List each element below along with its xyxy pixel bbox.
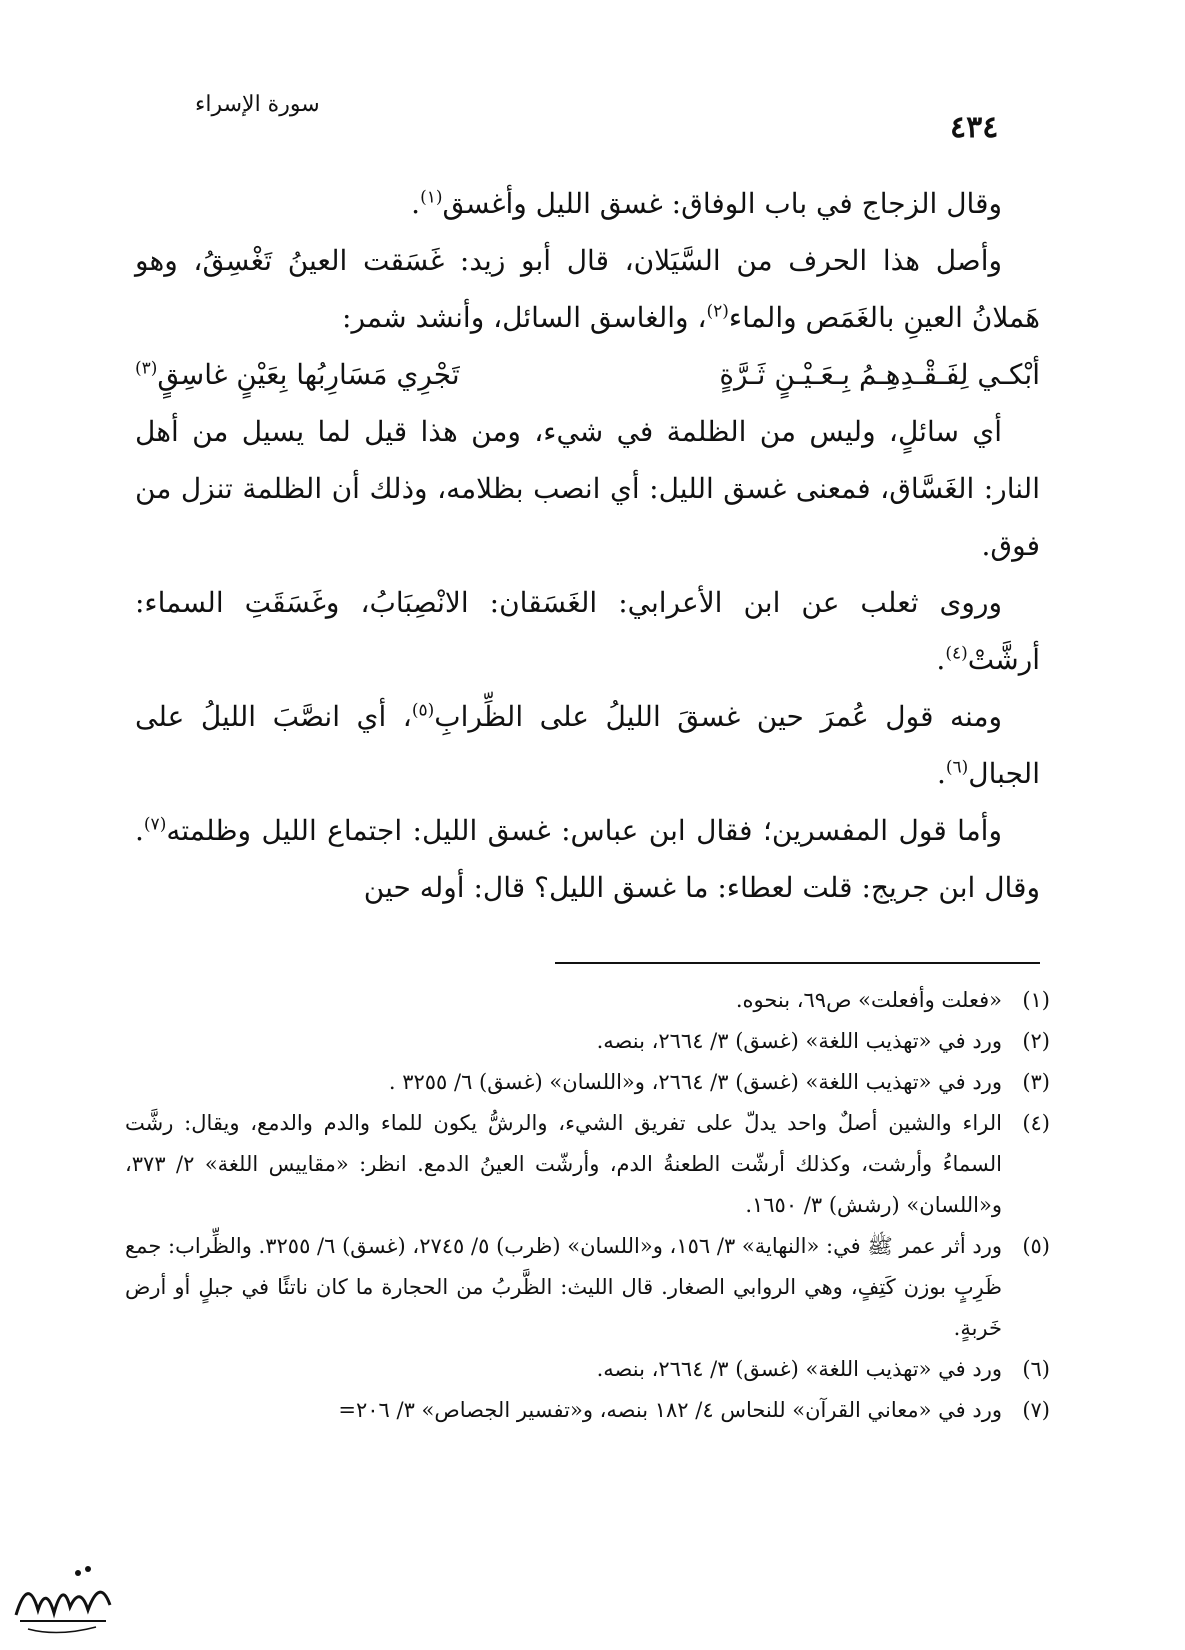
- paragraph-3: أي سائلٍ، وليس من الظلمة في شيء، ومن هذا قيل لما يسيل من أهل النار: الغَسَّاق، فمعنى غسق الليل: أي انصب بظلامه، وذلك أن الظلمة تنزل من فوق.: [135, 415, 1040, 562]
- footnote-ref-3: (٣): [135, 358, 158, 379]
- paragraph-text: ، والغاسق السائل، وأنشد شمر:: [342, 301, 707, 334]
- verse-hemistich-2: [135, 346, 460, 403]
- footnote-ref-6: (٦): [945, 757, 969, 778]
- footnote-number: (٤): [1022, 1111, 1050, 1135]
- footnote-text: ورد أثر عمر ﷺ في: «النهاية» ٣/ ١٥٦، و«اللسان» (ظرب) ٥/ ٢٧٤٥، (غسق) ٦/ ٣٢٥٥. والظِّراب: جمع ظَرِبٍ بوزن كَتِفٍ، وهي الروابي الصغار. قال الليث: الظَّربُ من الحجارة ما كان ناتئًا في جبلٍ أو أرض خَربةٍ.: [125, 1234, 1002, 1340]
- paragraph-text: وأما قول المفسرين؛ فقال ابن عباس: غسق الليل: اجتماع الليل وظلمته: [166, 814, 1002, 847]
- footnote-text: ورد في «تهذيب اللغة» (غسق) ٣/ ٢٦٦٤، بنصه.: [596, 1357, 1002, 1381]
- poetry-verse: [135, 346, 1040, 403]
- main-text: [135, 175, 1040, 916]
- paragraph-text: ، أي انصَّبَ الليلُ على الجبال: [135, 700, 1040, 790]
- page-number: ٤٣٤: [950, 110, 999, 145]
- paragraph-text: وروى ثعلب عن ابن الأعرابي: الغَسَقان: الانْصِبَابُ، وغَسَقَتِ السماء: أرشَّتْ: [135, 586, 1040, 676]
- footnote-ref-1: (١): [420, 187, 443, 208]
- punctuation: .: [411, 187, 421, 220]
- footnote-number: (١): [1022, 988, 1050, 1012]
- footnote-ref-2: (٢): [706, 301, 729, 322]
- paragraph-text: وأصل هذا الحرف من السَّيَلان، قال أبو زيد: غَسَقت العينُ تَغْسِقُ، وهو هَملانُ العينِ بالغَمَص والماء: [135, 244, 1040, 334]
- footnote-ref-4: (٤): [945, 643, 968, 664]
- verse-text: تَجْرِي مَسَارِبُها بِعَيْنٍ غاسِقٍ: [157, 358, 460, 391]
- footnote-text: ورد في «معاني القرآن» للنحاس ٤/ ١٨٢ بنصه، و«تفسير الجصاص» ٣/ ٢٠٦=: [338, 1398, 1002, 1422]
- footnote-number: (٧): [1022, 1398, 1050, 1422]
- punctuation: .: [936, 643, 946, 676]
- paragraph-6: [135, 802, 1040, 916]
- footnote-ref-7: (٧): [143, 814, 167, 835]
- footnote-number: (٦): [1022, 1357, 1050, 1381]
- footnote-text: ورد في «تهذيب اللغة» (غسق) ٣/ ٢٦٦٤، بنصه.: [596, 1029, 1002, 1053]
- punctuation: .: [936, 757, 946, 790]
- footnote-text: الراء والشين أصلٌ واحد يدلّ على تفريق الشيء، والرشُّ يكون للماء والدم والدمع، ويقال: رشَّت السماءُ وأرشت، وكذلك أرشّت الطعنةُ الدم، وأرشّت العينُ الدمع. انظر: «مقاييس اللغة» ٢/ ٣٧٣، و«اللسان» (رشش) ٣/ ١٦٥٠.: [125, 1111, 1002, 1217]
- footnote-text: «فعلت وأفعلت» ص٦٩، بنحوه.: [735, 988, 1002, 1012]
- paragraph-5: [135, 688, 1040, 802]
- footnote-7: [125, 1390, 1050, 1431]
- verse-hemistich-1: أبْكـي لِفَـقْـدِهِـمُ بِـعَـيْـنٍ ثَـرَّةٍ: [719, 358, 1040, 391]
- footnotes: [125, 980, 1050, 1431]
- footnote-5: [125, 1226, 1050, 1349]
- footnote-text: ورد في «تهذيب اللغة» (غسق) ٣/ ٢٦٦٤، و«اللسان» (غسق) ٦/ ٣٢٥٥ .: [388, 1070, 1002, 1094]
- footnote-3: [125, 1062, 1050, 1103]
- paragraph-text: وقال الزجاج في باب الوفاق: غسق الليل وأغسق: [442, 187, 1002, 220]
- publisher-logo-icon: [8, 1555, 118, 1640]
- footnote-4: [125, 1103, 1050, 1226]
- paragraph-1: [135, 175, 1040, 232]
- footnote-6: [125, 1349, 1050, 1390]
- paragraph-text: ومنه قول عُمرَ حين غسقَ الليلُ على الظِّرابِ: [434, 700, 1003, 733]
- footnote-1: [125, 980, 1050, 1021]
- paragraph-text: . وقال ابن جريج: قلت لعطاء: ما غسق الليل؟ قال: أوله حين: [135, 814, 1040, 904]
- footnote-divider: [555, 962, 1040, 964]
- paragraph-2: [135, 232, 1040, 346]
- footnote-number: (٣): [1022, 1070, 1050, 1094]
- running-head: سورة الإسراء: [195, 92, 320, 117]
- footnote-2: [125, 1021, 1050, 1062]
- footnote-number: (٢): [1022, 1029, 1050, 1053]
- footnote-ref-5: (٥): [411, 700, 435, 721]
- paragraph-4: [135, 574, 1040, 688]
- footnote-number: (٥): [1022, 1234, 1050, 1258]
